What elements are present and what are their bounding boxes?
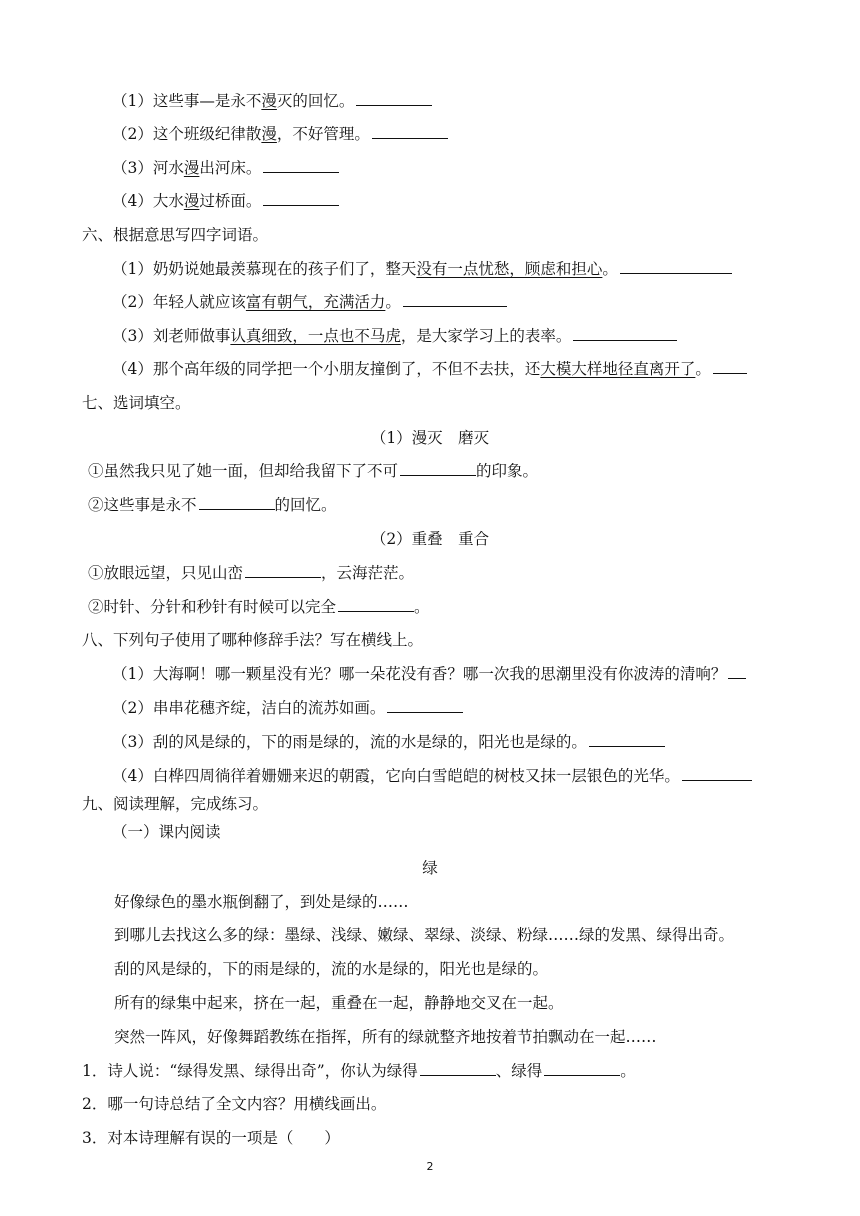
s6-item-2: （2）年轻人就应该富有朝气，充满活力。 (112, 292, 507, 312)
page-number: 2 (426, 1160, 434, 1173)
word-pair-2: （2）重叠 重合 (370, 530, 490, 548)
s5-item-2: （2）这个班级纪律散漫，不好管理。 (112, 124, 448, 144)
answer-blank[interactable] (713, 359, 747, 374)
poem-line: 所有的绿集中起来，挤在一起，重叠在一起，静静地交叉在一起。 (114, 994, 564, 1012)
answer-blank[interactable] (573, 326, 677, 341)
answer-blank[interactable] (400, 461, 476, 476)
section-9-heading: 九、阅读理解，完成练习。 (82, 795, 269, 813)
question-1: 1．诗人说：“绿得发黑、绿得出奇”，你认为绿得 、绿得 。 (82, 1062, 636, 1080)
s8-item-3: （3）刮的风是绿的，下的雨是绿的，流的水是绿的，阳光也是绿的。 (112, 732, 665, 752)
s7-g2-sentence-b: ②时针、分针和秒针有时候可以完全 。 (88, 598, 430, 616)
answer-blank[interactable] (372, 124, 448, 139)
poem-line: 到哪儿去找这么多的绿：墨绿、浅绿、嫩绿、翠绿、淡绿、粉绿……绿的发黑、绿得出奇。 (114, 926, 735, 944)
s8-item-2: （2）串串花穗齐绽，洁白的流苏如画。 (112, 698, 463, 718)
answer-blank[interactable] (620, 259, 732, 274)
answer-blank[interactable] (403, 292, 507, 307)
s7-g1-sentence-b: ②这些事是永不 的回忆。 (88, 496, 337, 514)
section-7-heading: 七、选词填空。 (82, 394, 191, 412)
sub-heading-in-class-reading: （一）课内阅读 (112, 823, 221, 841)
answer-blank[interactable] (199, 495, 275, 510)
word-pair-1: （1）漫灭 磨灭 (370, 429, 490, 447)
poem-line: 刮的风是绿的，下的雨是绿的，流的水是绿的，阳光也是绿的。 (114, 960, 549, 978)
question-3: 3．对本诗理解有误的一项是（ ） (82, 1129, 340, 1147)
s6-item-1: （1）奶奶说她最羡慕现在的孩子们了，整天没有一点忧愁，顾虑和担心。 (112, 259, 732, 279)
answer-blank[interactable] (387, 698, 463, 713)
s8-item-4: （4）白桦四周徜徉着姗姗来迟的朝霞，它向白雪皑皑的树枝又抹一层银色的光华。 (112, 766, 752, 786)
answer-blank[interactable] (728, 664, 746, 679)
answer-blank[interactable] (263, 191, 339, 206)
answer-blank[interactable] (263, 158, 339, 173)
answer-blank[interactable] (420, 1061, 496, 1076)
answer-blank[interactable] (356, 91, 432, 106)
s8-item-1: （1）大海啊！哪一颗星没有光？哪一朵花没有香？哪一次我的思潮里没有你波涛的清响？ (112, 664, 746, 684)
answer-blank[interactable] (338, 597, 414, 612)
s7-g2-sentence-a: ①放眼远望，只见山峦 ，云海茫茫。 (88, 564, 415, 582)
s6-item-3: （3）刘老师做事认真细致，一点也不马虎，是大家学习上的表率。 (112, 326, 677, 346)
answer-blank[interactable] (544, 1061, 620, 1076)
section-6-heading: 六、根据意思写四字词语。 (82, 226, 269, 244)
section-8-heading: 八、下列句子使用了哪种修辞手法？写在横线上。 (82, 631, 424, 649)
s7-g1-sentence-a: ①虽然我只见了她一面，但却给我留下了不可 的印象。 (88, 462, 539, 480)
answer-blank[interactable] (245, 563, 321, 578)
answer-blank[interactable] (589, 732, 665, 747)
poem-title: 绿 (422, 859, 438, 877)
s6-item-4: （4）那个高年级的同学把一个小朋友撞倒了，不但不去扶，还大模大样地径直离开了。 (112, 359, 747, 379)
s5-item-4: （4）大水漫过桥面。 (112, 191, 339, 211)
poem-line: 好像绿色的墨水瓶倒翻了，到处是绿的…… (114, 893, 409, 911)
s5-item-3: （3）河水漫出河床。 (112, 158, 339, 178)
question-2: 2．哪一句诗总结了全文内容？用横线画出。 (82, 1095, 387, 1113)
s5-item-1: （1）这些事—是永不漫灭的回忆。 (112, 91, 432, 111)
poem-line: 突然一阵风，好像舞蹈教练在指挥，所有的绿就整齐地按着节拍飘动在一起…… (114, 1028, 657, 1046)
answer-blank[interactable] (682, 766, 752, 781)
